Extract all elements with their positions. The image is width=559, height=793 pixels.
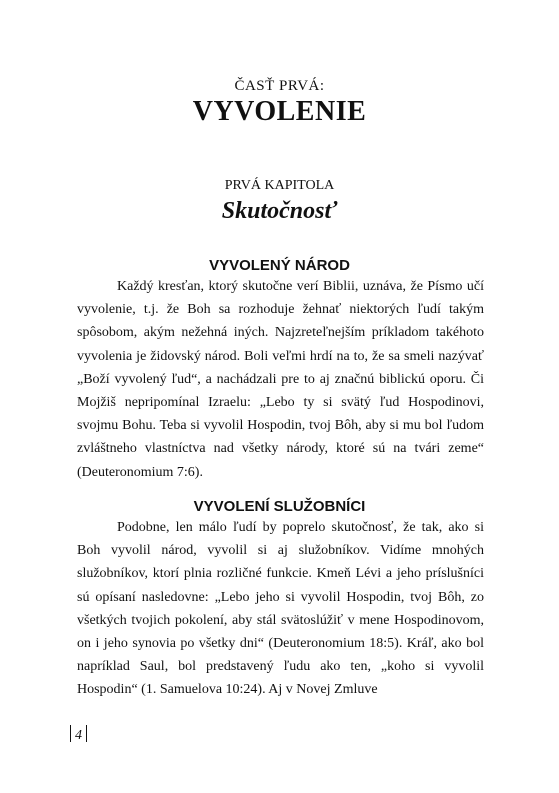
chapter-label: PRVÁ KAPITOLA xyxy=(224,178,335,193)
paragraph-chosen-servants: Podobne, len málo ľudí by poprelo skutočnosť, že tak, ako si Boh vyvolil národ, vyvolil si aj služobníkov. Vidíme mnohých služobníkov, ktorí plnia rozličné funkcie. Kmeň Lévi a jeho príslušníci sú opísaní nasledovne: „Lebo jeho si vyvolil Hospodin, tvoj Bôh, zo všetkých tvojich pokolení, aby stál svätoslúžiť v mene Hospodinovom, on i jeho synovia po všetky dni“ (Deuteronomium 18:5). Kráľ, ako bol napríklad Saul, bol predstavený ľudu ako ten, „koho si vyvolil Hospodin“ (1. Samuelova 10:24). Aj v Novej Zmluve xyxy=(77,520,484,698)
section-heading-chosen-servants: VYVOLENÍ SLUŽOBNÍCI xyxy=(193,498,366,515)
page-number xyxy=(70,725,87,744)
chapter-title: Skutočnosť xyxy=(221,198,338,224)
part-title: VYVOLENIE xyxy=(192,96,367,127)
page-number-right-rule xyxy=(86,725,87,742)
paragraph-chosen-nation: Každý kresťan, ktorý skutočne verí Biblii, uznáva, že Písmo učí vyvolenie, t.j. že Boh sa rozhoduje žehnať niektorých ľudí takým spôsobom, akým nežehná iných. Najzreteľnejším príkladom takéhoto vyvolenia je židovský národ. Boli veľmi hrdí na to, že sa smeli nazývať „Boží vyvolený ľud“, a nachádzali pre to aj značnú biblickú oporu. Či Mojžiš nepripomínal Izraelu: „Lebo ty si svätý ľud Hospodinovi, svojmu Bohu. Teba si vyvolil Hospodin, tvoj Bôh, aby si mu bol ľudom zvláštneho vlastníctva nad všetky národy, ktoré sú na tvári zeme“ (Deuteronomium 7:6). xyxy=(77,279,484,480)
part-label: ČASŤ PRVÁ: xyxy=(234,78,325,94)
page-number-value: 4 xyxy=(75,728,82,743)
section-heading-chosen-nation: VYVOLENÝ NÁROD xyxy=(209,257,350,274)
